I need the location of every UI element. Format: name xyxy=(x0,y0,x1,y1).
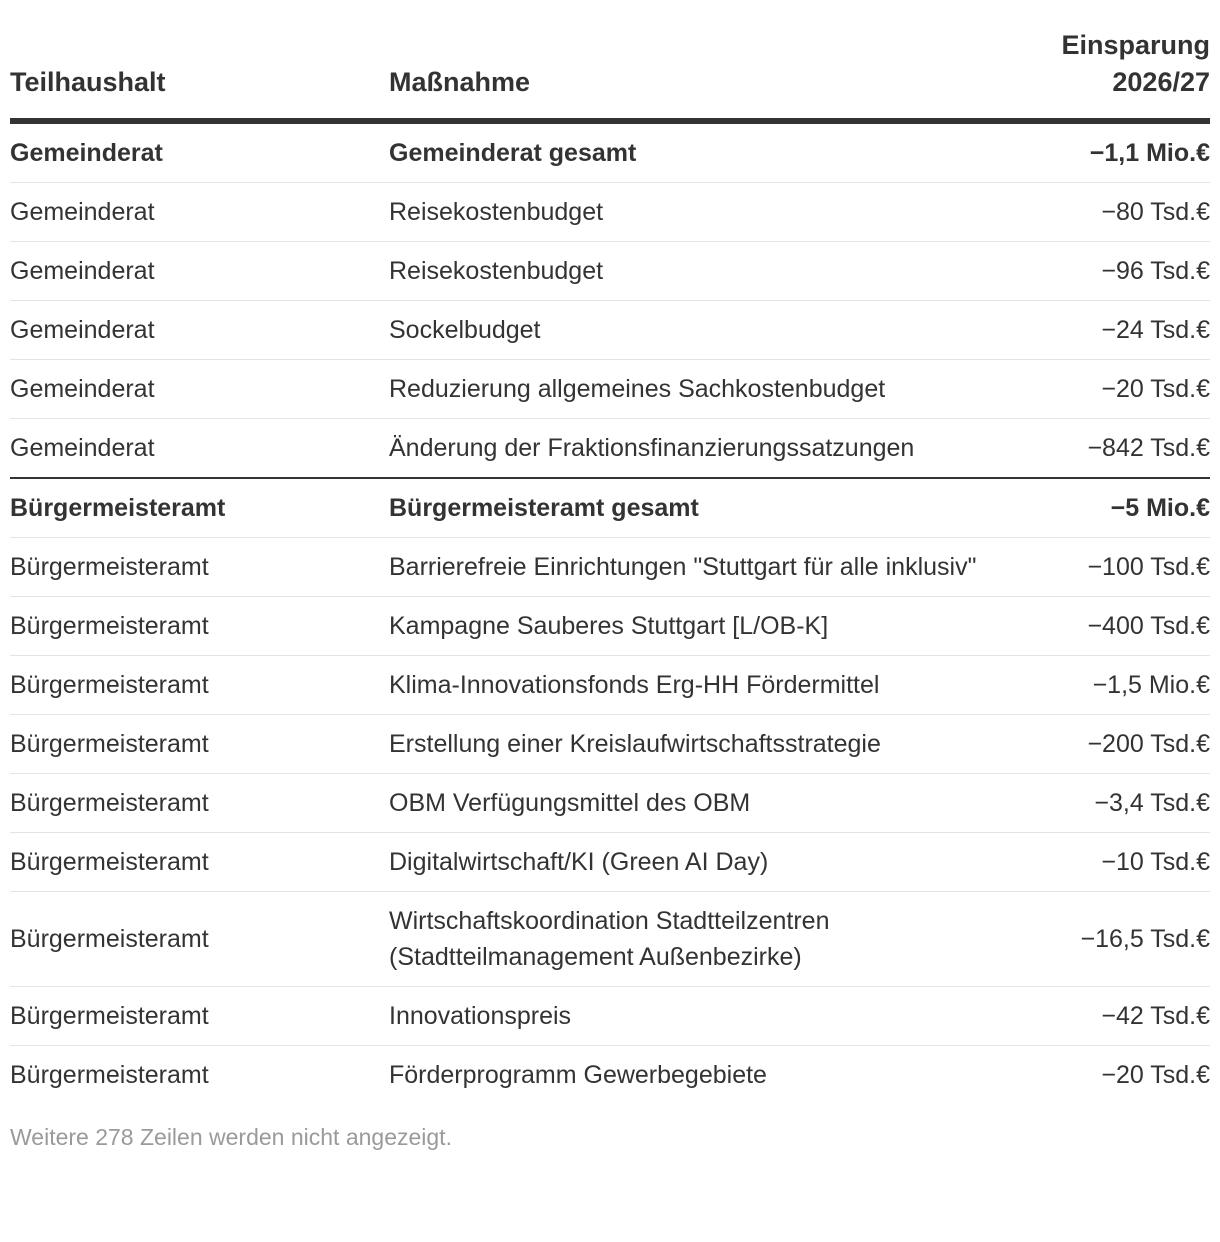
table-row xyxy=(10,419,1210,479)
table-row xyxy=(10,1046,1210,1105)
footer-note: Weitere 278 Zeilen werden nicht angezeigt. xyxy=(10,1124,452,1150)
cell-einsparung: −24 Tsd.€ xyxy=(1010,301,1210,360)
cell-teilhaushalt: Gemeinderat xyxy=(10,360,389,419)
cell-massnahme: Erstellung einer Kreislaufwirtschaftsstrategie xyxy=(389,715,1010,774)
cell-einsparung: −10 Tsd.€ xyxy=(1010,833,1210,892)
table-row xyxy=(10,656,1210,715)
cell-teilhaushalt: Bürgermeisteramt xyxy=(10,656,389,715)
cell-teilhaushalt: Bürgermeisteramt xyxy=(10,715,389,774)
table-row xyxy=(10,597,1210,656)
cell-massnahme: Reisekostenbudget xyxy=(389,183,1010,242)
cell-teilhaushalt: Gemeinderat xyxy=(10,121,389,183)
cell-massnahme: Digitalwirtschaft/KI (Green AI Day) xyxy=(389,833,1010,892)
table-row xyxy=(10,538,1210,597)
cell-teilhaushalt: Bürgermeisteramt xyxy=(10,597,389,656)
cell-einsparung: −96 Tsd.€ xyxy=(1010,242,1210,301)
cell-teilhaushalt: Gemeinderat xyxy=(10,419,389,479)
table-row xyxy=(10,242,1210,301)
cell-einsparung: −200 Tsd.€ xyxy=(1010,715,1210,774)
cell-massnahme: Reisekostenbudget xyxy=(389,242,1010,301)
cell-einsparung: −16,5 Tsd.€ xyxy=(1010,892,1210,987)
cell-einsparung: −100 Tsd.€ xyxy=(1010,538,1210,597)
cell-einsparung: −842 Tsd.€ xyxy=(1010,419,1210,479)
table-row-total xyxy=(10,478,1210,538)
header-einsparung-line1: Einsparung xyxy=(1061,30,1210,60)
table-row xyxy=(10,987,1210,1046)
header-row xyxy=(10,0,1210,121)
cell-einsparung: −1,1 Mio.€ xyxy=(1010,121,1210,183)
header-massnahme[interactable]: Maßnahme xyxy=(389,0,1010,121)
table-row xyxy=(10,774,1210,833)
header-einsparung[interactable] xyxy=(1010,0,1210,121)
cell-einsparung: −20 Tsd.€ xyxy=(1010,360,1210,419)
cell-massnahme: Förderprogramm Gewerbegebiete xyxy=(389,1061,767,1089)
table-container xyxy=(10,0,1210,1151)
cell-massnahme: Wirtschaftskoordination Stadtteilzentren (Stadtteilmanagement Außenbezirke) xyxy=(389,892,1010,987)
table-row xyxy=(10,301,1210,360)
cell-einsparung: −400 Tsd.€ xyxy=(1010,597,1210,656)
table-row xyxy=(10,892,1210,987)
table-body xyxy=(10,121,1210,1104)
cell-teilhaushalt: Bürgermeisteramt xyxy=(10,833,389,892)
cell-massnahme: Gemeinderat gesamt xyxy=(389,121,1010,183)
cell-massnahme: Bürgermeisteramt gesamt xyxy=(389,478,1010,538)
cell-teilhaushalt: Bürgermeisteramt xyxy=(10,478,389,538)
cell-teilhaushalt: Gemeinderat xyxy=(10,183,389,242)
cell-massnahme: Änderung der Fraktionsfinanzierungssatzungen xyxy=(389,419,1010,479)
cell-teilhaushalt: Gemeinderat xyxy=(10,301,389,360)
cell-einsparung: −80 Tsd.€ xyxy=(1010,183,1210,242)
savings-table xyxy=(10,0,1210,1104)
cell-einsparung: −20 Tsd.€ xyxy=(1101,1061,1210,1089)
cell-massnahme: Barrierefreie Einrichtungen "Stuttgart für alle inklusiv" xyxy=(389,538,1010,597)
cell-teilhaushalt: Gemeinderat xyxy=(10,242,389,301)
cell-massnahme: Sockelbudget xyxy=(389,301,1010,360)
table-row xyxy=(10,360,1210,419)
cell-massnahme: OBM Verfügungsmittel des OBM xyxy=(389,774,1010,833)
cell-teilhaushalt: Bürgermeisteramt xyxy=(10,1061,209,1089)
cell-einsparung: −5 Mio.€ xyxy=(1010,478,1210,538)
table-row xyxy=(10,183,1210,242)
cell-teilhaushalt: Bürgermeisteramt xyxy=(10,987,389,1046)
cell-massnahme: Innovationspreis xyxy=(389,987,1010,1046)
cell-massnahme: Kampagne Sauberes Stuttgart [L/OB-K] xyxy=(389,597,1010,656)
cell-teilhaushalt: Bürgermeisteramt xyxy=(10,538,389,597)
cell-teilhaushalt: Bürgermeisteramt xyxy=(10,892,389,987)
cell-einsparung: −1,5 Mio.€ xyxy=(1010,656,1210,715)
header-teilhaushalt[interactable]: Teilhaushalt xyxy=(10,0,389,121)
cell-einsparung: −42 Tsd.€ xyxy=(1010,987,1210,1046)
table-row-total xyxy=(10,121,1210,183)
table-header xyxy=(10,0,1210,121)
cell-einsparung: −3,4 Tsd.€ xyxy=(1010,774,1210,833)
cell-massnahme: Reduzierung allgemeines Sachkostenbudget xyxy=(389,360,1010,419)
table-row xyxy=(10,833,1210,892)
header-einsparung-line2: 2026/27 xyxy=(1112,67,1210,97)
table-row xyxy=(10,715,1210,774)
cell-teilhaushalt: Bürgermeisteramt xyxy=(10,774,389,833)
cell-massnahme: Klima-Innovationsfonds Erg-HH Fördermittel xyxy=(389,656,1010,715)
